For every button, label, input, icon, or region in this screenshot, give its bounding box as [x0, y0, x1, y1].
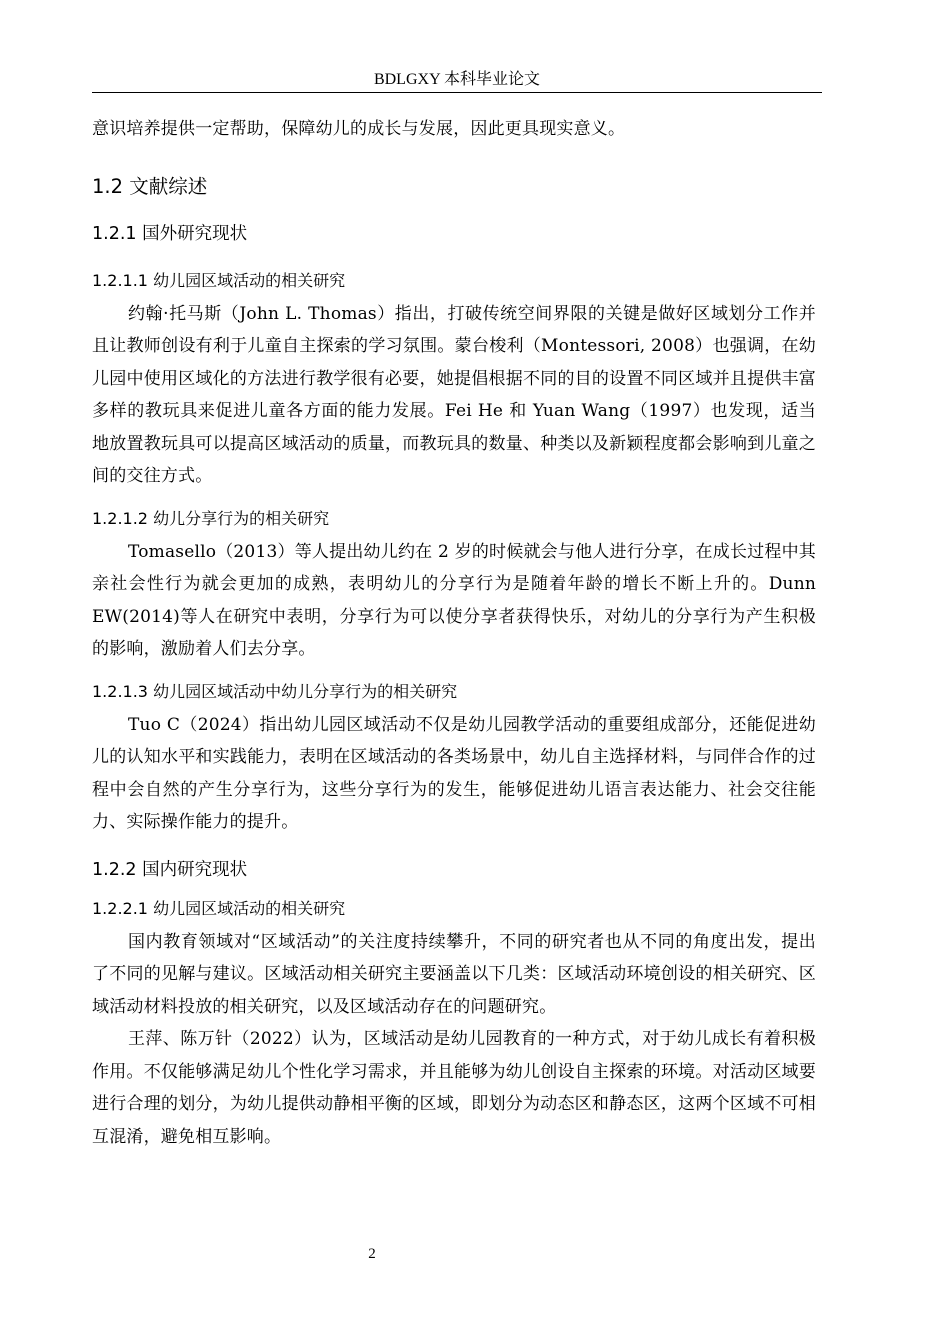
- paragraph-1-2-1-3: Tuo C（2024）指出幼儿园区域活动不仅是幼儿园教学活动的重要组成部分，还能促进幼儿的认知水平和实践能力，表明在区域活动的各类场景中，幼儿自主选择材料，与同伴合作的过程中会自然的产生分享行为，这些分享行为的发生，能够促进幼儿语言表达能力、社会交往能力、实际操作能力的提升。: [92, 714, 816, 832]
- heading-1-2-1-3: 1.2.1.3 幼儿园区域活动中幼儿分享行为的相关研究: [92, 681, 458, 701]
- paragraph-1-2-2-1-b: 王萍、陈万针（2022）认为，区域活动是幼儿园教育的一种方式，对于幼儿成长有着积极作用。不仅能够满足幼儿个性化学习需求，并且能够为幼儿创设自主探索的环境。对活动区域要进行合理的划分，为幼儿提供动静相平衡的区域，即划分为动态区和静态区，这两个区域不可相互混淆，避免相互影响。: [92, 1029, 816, 1147]
- paragraph-1-2-2-1-a: 国内教育领域对“区域活动”的关注度持续攀升，不同的研究者也从不同的角度出发，提出了不同的见解与建议。区域活动相关研究主要涵盖以下几类：区域活动环境创设的相关研究、区域活动材料投放的相关研究，以及区域活动存在的问题研究。: [92, 931, 816, 1017]
- paragraph-1-2-1-1: 约翰·托马斯（John L. Thomas）指出，打破传统空间界限的关键是做好区域划分工作并且让教师创设有利于儿童自主探索的学习氛围。蒙台梭利（Montessori, 2008）也强调，在幼儿园中使用区域化的方法进行教学很有必要，她提倡根据不同的目的设置不同区域并且提供丰富多样的教玩具来促进儿童各方面的能力发展。Fei He 和 Yuan Wang（1997）也发现，适当地放置教玩具可以提高区域活动的质量，而教玩具的数量、种类以及新颖程度都会影响到儿童之间的交往方式。: [92, 303, 816, 486]
- heading-1-2-1-1: 1.2.1.1 幼儿园区域活动的相关研究: [92, 270, 346, 290]
- header-rule: [92, 92, 822, 93]
- heading-1-2: 1.2 文献综述: [92, 174, 208, 198]
- page-content: [92, 113, 816, 1153]
- page-number: 2: [368, 1246, 376, 1262]
- heading-1-2-1-2: 1.2.1.2 幼儿分享行为的相关研究: [92, 508, 330, 528]
- heading-1-2-1: 1.2.1 国外研究现状: [92, 223, 248, 244]
- intro-tail-paragraph: 意识培养提供一定帮助，保障幼儿的成长与发展，因此更具现实意义。: [92, 119, 626, 139]
- running-header: BDLGXY 本科毕业论文: [373, 71, 541, 88]
- heading-1-2-2-1: 1.2.2.1 幼儿园区域活动的相关研究: [92, 898, 346, 918]
- heading-1-2-2: 1.2.2 国内研究现状: [92, 859, 248, 880]
- paragraph-1-2-1-2: Tomasello（2013）等人提出幼儿约在 2 岁的时候就会与他人进行分享，在成长过程中其亲社会性行为就会更加的成熟，表明幼儿的分享行为是随着年龄的增长不断上升的。Dunn EW(2014)等人在研究中表明，分享行为可以使分享者获得快乐，对幼儿的分享行为产生积极的影响，激励着人们去分享。: [92, 541, 816, 659]
